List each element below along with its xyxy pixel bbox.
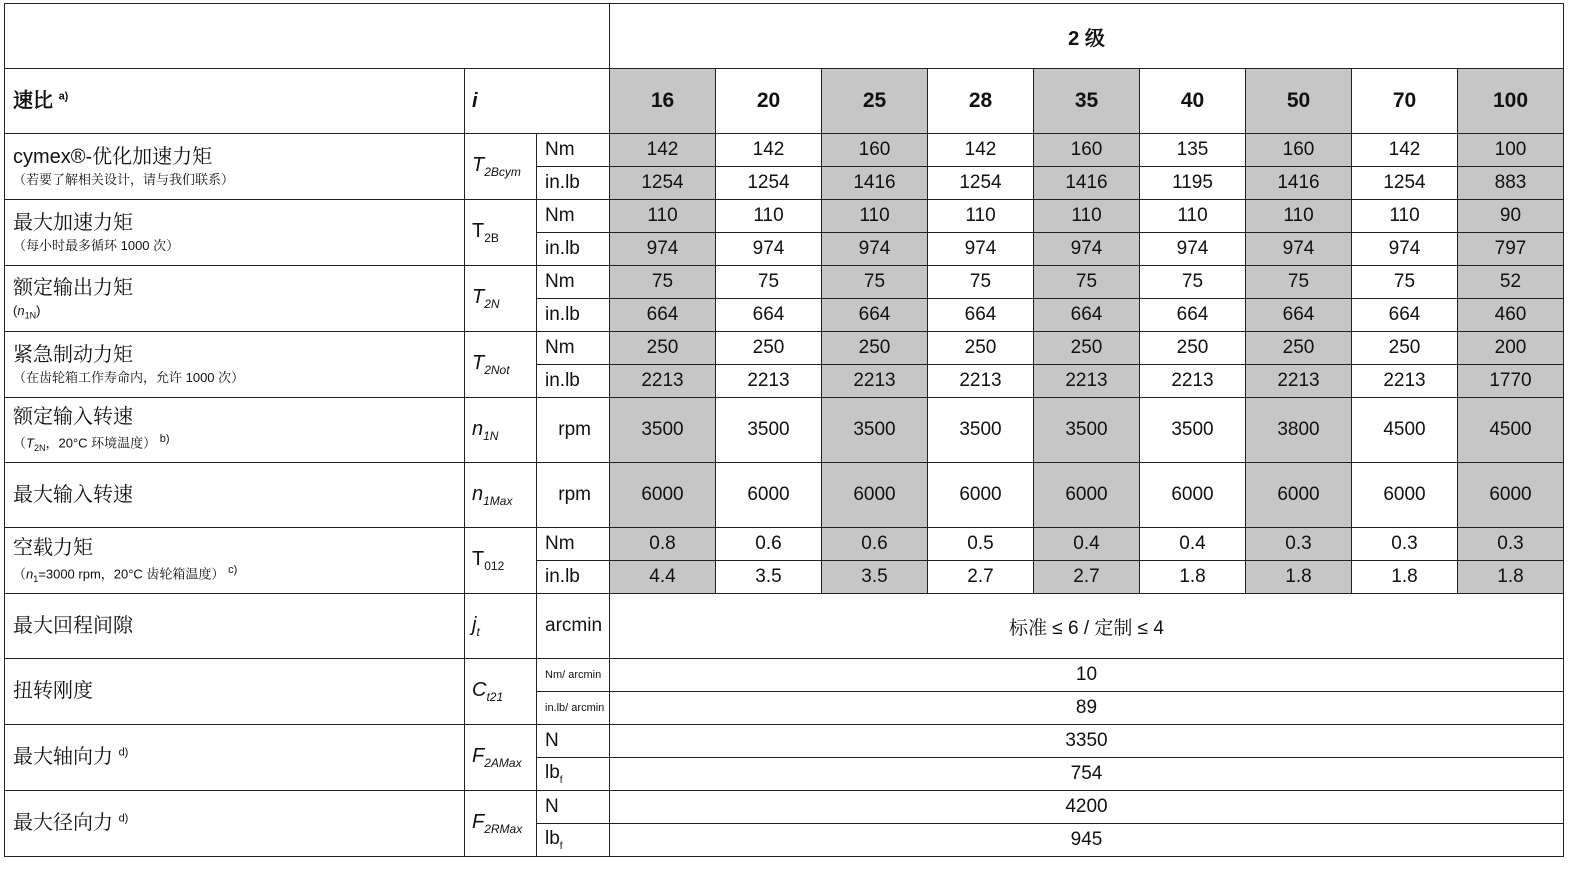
value-cell: 110 (716, 200, 822, 233)
value-cell: 664 (1140, 299, 1246, 332)
value-cell: 142 (1352, 134, 1458, 167)
value-cell: 250 (1034, 332, 1140, 365)
unit-nm-arcmin: Nm/ arcmin (537, 659, 610, 692)
value-cell: 0.4 (1140, 528, 1246, 561)
value-cell: 2213 (1140, 365, 1246, 398)
max-speed-row (5, 463, 1564, 528)
ratio-value: 50 (1246, 69, 1352, 134)
value-cell: 3500 (1140, 398, 1246, 463)
value-cell: 974 (822, 233, 928, 266)
value-cell: 2.7 (928, 561, 1034, 594)
value-cell: 75 (822, 266, 928, 299)
rated-label: 额定输出力矩 $(n_{1N})$ (5, 266, 465, 332)
emergency-symbol: $T_{2Not}$ (465, 332, 537, 398)
value-cell: 974 (1140, 233, 1246, 266)
value-cell: 2213 (610, 365, 716, 398)
ratio-value: 100 (1458, 69, 1564, 134)
emergency-label: 紧急制动力矩 （在齿轮箱工作寿命内，允许 1000 次） (5, 332, 465, 398)
value-cell: 6000 (610, 463, 716, 528)
value-cell: 75 (610, 266, 716, 299)
value-cell: 2213 (716, 365, 822, 398)
value-cell: 1770 (1458, 365, 1564, 398)
value-cell: 52 (1458, 266, 1564, 299)
unit-inlb: in.lb (537, 167, 610, 200)
value-cell: 3500 (822, 398, 928, 463)
value-cell: 460 (1458, 299, 1564, 332)
value-cell: 3500 (928, 398, 1034, 463)
unit-inlb: in.lb (537, 561, 610, 594)
value-cell: 974 (610, 233, 716, 266)
value-cell: 1254 (716, 167, 822, 200)
value-cell: 3.5 (716, 561, 822, 594)
value-cell: 250 (716, 332, 822, 365)
value-cell: 0.5 (928, 528, 1034, 561)
value-cell: 110 (1034, 200, 1140, 233)
value-cell: 974 (928, 233, 1034, 266)
cymex-nm-row (5, 134, 1564, 167)
value-cell: 1.8 (1458, 561, 1564, 594)
value-cell: 1416 (1034, 167, 1140, 200)
value-cell: 974 (716, 233, 822, 266)
value-cell: 6000 (1140, 463, 1246, 528)
axial-value-1: 3350 (610, 725, 1564, 758)
axial-value-2: 754 (610, 758, 1564, 791)
value-cell: 3500 (1034, 398, 1140, 463)
value-cell: 1254 (1352, 167, 1458, 200)
value-cell: 4500 (1458, 398, 1564, 463)
value-cell: 1195 (1140, 167, 1246, 200)
value-cell: 664 (822, 299, 928, 332)
radial-value-1: 4200 (610, 791, 1564, 824)
unit-nm: Nm (537, 200, 610, 233)
rated-symbol: $T_{2N}$ (465, 266, 537, 332)
ratio-value: 25 (822, 69, 928, 134)
unit-lbf: $lb_f$ (537, 824, 610, 857)
cymex-label: cymex®-优化加速力矩 （若要了解相关设计，请与我们联系） (5, 134, 465, 200)
radial-value-2: 945 (610, 824, 1564, 857)
cymex-symbol: $T_{2Bcym}$ (465, 134, 537, 200)
unit-rpm: rpm (537, 398, 610, 463)
value-cell: 75 (1034, 266, 1140, 299)
value-cell: 110 (928, 200, 1034, 233)
rated-speed-label: 额定输入转速 （$T_{2N}$，20°C 环境温度） $^{b)}$ (5, 398, 465, 463)
value-cell: 1416 (822, 167, 928, 200)
backlash-row (5, 594, 1564, 659)
value-cell: 3500 (610, 398, 716, 463)
stiffness-label: 扭转刚度 (5, 659, 465, 725)
value-cell: 6000 (1246, 463, 1352, 528)
value-cell: 142 (716, 134, 822, 167)
value-cell: 1416 (1246, 167, 1352, 200)
noload-label: 空载力矩 （$n_1=3000$ rpm，20°C 齿轮箱温度） $^{c)}$ (5, 528, 465, 594)
unit-inlb: in.lb (537, 299, 610, 332)
value-cell: 142 (928, 134, 1034, 167)
value-cell: 75 (716, 266, 822, 299)
unit-inlb: in.lb (537, 233, 610, 266)
value-cell: 160 (822, 134, 928, 167)
ratio-value: 70 (1352, 69, 1458, 134)
rated-speed-row (5, 398, 1564, 463)
unit-inlb-arcmin: in.lb/ arcmin (537, 692, 610, 725)
value-cell: 2.7 (1034, 561, 1140, 594)
unit-n: N (537, 791, 610, 824)
value-cell: 3800 (1246, 398, 1352, 463)
ratio-value: 35 (1034, 69, 1140, 134)
value-cell: 0.8 (610, 528, 716, 561)
stiffness-value-1: 10 (610, 659, 1564, 692)
value-cell: 2213 (928, 365, 1034, 398)
value-cell: 200 (1458, 332, 1564, 365)
value-cell: 664 (1246, 299, 1352, 332)
value-cell: 160 (1034, 134, 1140, 167)
value-cell: 974 (1246, 233, 1352, 266)
value-cell: 250 (1352, 332, 1458, 365)
value-cell: 2213 (822, 365, 928, 398)
value-cell: 3.5 (822, 561, 928, 594)
accel-label: 最大加速力矩 （每小时最多循环 1000 次） (5, 200, 465, 266)
value-cell: 100 (1458, 134, 1564, 167)
value-cell: 110 (610, 200, 716, 233)
unit-rpm: rpm (537, 463, 610, 528)
value-cell: 250 (610, 332, 716, 365)
ratio-value: 16 (610, 69, 716, 134)
value-cell: 664 (928, 299, 1034, 332)
rated-nm-row (5, 266, 1564, 299)
unit-nm: Nm (537, 332, 610, 365)
value-cell: 250 (1246, 332, 1352, 365)
stage-header: 2 级 (610, 4, 1564, 69)
backlash-label: 最大回程间隙 (5, 594, 465, 659)
radial-symbol: $F_{2RMax}$ (465, 791, 537, 857)
value-cell: 1.8 (1246, 561, 1352, 594)
spec-table (4, 3, 1564, 857)
value-cell: 6000 (928, 463, 1034, 528)
unit-lbf: $lb_f$ (537, 758, 610, 791)
value-cell: 250 (1140, 332, 1246, 365)
radial-row-1 (5, 791, 1564, 824)
value-cell: 974 (1352, 233, 1458, 266)
max-speed-symbol: $n_{1Max}$ (465, 463, 537, 528)
value-cell: 6000 (822, 463, 928, 528)
value-cell: 1254 (610, 167, 716, 200)
axial-row-1 (5, 725, 1564, 758)
value-cell: 6000 (1458, 463, 1564, 528)
stiffness-symbol: $C_{t21}$ (465, 659, 537, 725)
blank-header-cell (5, 4, 610, 69)
axial-symbol: $F_{2AMax}$ (465, 725, 537, 791)
value-cell: 110 (1352, 200, 1458, 233)
value-cell: 142 (610, 134, 716, 167)
value-cell: 250 (822, 332, 928, 365)
ratio-value: 40 (1140, 69, 1246, 134)
value-cell: 664 (1034, 299, 1140, 332)
ratio-value: 20 (716, 69, 822, 134)
value-cell: 1254 (928, 167, 1034, 200)
unit-inlb: in.lb (537, 365, 610, 398)
unit-nm: Nm (537, 266, 610, 299)
unit-arcmin: arcmin (537, 594, 610, 659)
value-cell: 250 (928, 332, 1034, 365)
value-cell: 0.4 (1034, 528, 1140, 561)
unit-nm: Nm (537, 528, 610, 561)
value-cell: 75 (1352, 266, 1458, 299)
value-cell: 4500 (1352, 398, 1458, 463)
accel-symbol: $T_{2B}$ (465, 200, 537, 266)
value-cell: 883 (1458, 167, 1564, 200)
value-cell: 0.6 (822, 528, 928, 561)
value-cell: 6000 (716, 463, 822, 528)
stiffness-value-2: 89 (610, 692, 1564, 725)
value-cell: 2213 (1246, 365, 1352, 398)
unit-nm: Nm (537, 134, 610, 167)
value-cell: 6000 (1352, 463, 1458, 528)
radial-label: 最大径向力 $^{d)}$ (5, 791, 465, 857)
ratio-value: 28 (928, 69, 1034, 134)
value-cell: 1.8 (1140, 561, 1246, 594)
value-cell: 664 (716, 299, 822, 332)
value-cell: 110 (1140, 200, 1246, 233)
stiffness-row-1 (5, 659, 1564, 692)
noload-nm-row (5, 528, 1564, 561)
ratio-row (5, 69, 1564, 134)
value-cell: 90 (1458, 200, 1564, 233)
axial-label: 最大轴向力 $^{d)}$ (5, 725, 465, 791)
value-cell: 4.4 (610, 561, 716, 594)
value-cell: 974 (1034, 233, 1140, 266)
unit-n: N (537, 725, 610, 758)
backlash-value: 标准 ≤ 6 / 定制 ≤ 4 (610, 594, 1564, 659)
value-cell: 664 (1352, 299, 1458, 332)
value-cell: 160 (1246, 134, 1352, 167)
stage-header-row (5, 4, 1564, 69)
noload-symbol: $T_{012}$ (465, 528, 537, 594)
ratio-symbol: i (465, 69, 610, 134)
value-cell: 135 (1140, 134, 1246, 167)
value-cell: 1.8 (1352, 561, 1458, 594)
value-cell: 797 (1458, 233, 1564, 266)
value-cell: 75 (1140, 266, 1246, 299)
value-cell: 0.6 (716, 528, 822, 561)
value-cell: 3500 (716, 398, 822, 463)
value-cell: 0.3 (1458, 528, 1564, 561)
value-cell: 2213 (1034, 365, 1140, 398)
value-cell: 0.3 (1352, 528, 1458, 561)
value-cell: 75 (1246, 266, 1352, 299)
max-speed-label: 最大输入转速 (5, 463, 465, 528)
emergency-nm-row (5, 332, 1564, 365)
value-cell: 75 (928, 266, 1034, 299)
backlash-symbol: $j_t$ (465, 594, 537, 659)
value-cell: 110 (822, 200, 928, 233)
value-cell: 0.3 (1246, 528, 1352, 561)
accel-nm-row (5, 200, 1564, 233)
value-cell: 6000 (1034, 463, 1140, 528)
value-cell: 110 (1246, 200, 1352, 233)
value-cell: 2213 (1352, 365, 1458, 398)
ratio-label: 速比 $^{a)}$ (5, 69, 465, 134)
value-cell: 664 (610, 299, 716, 332)
rated-speed-symbol: $n_{1N}$ (465, 398, 537, 463)
